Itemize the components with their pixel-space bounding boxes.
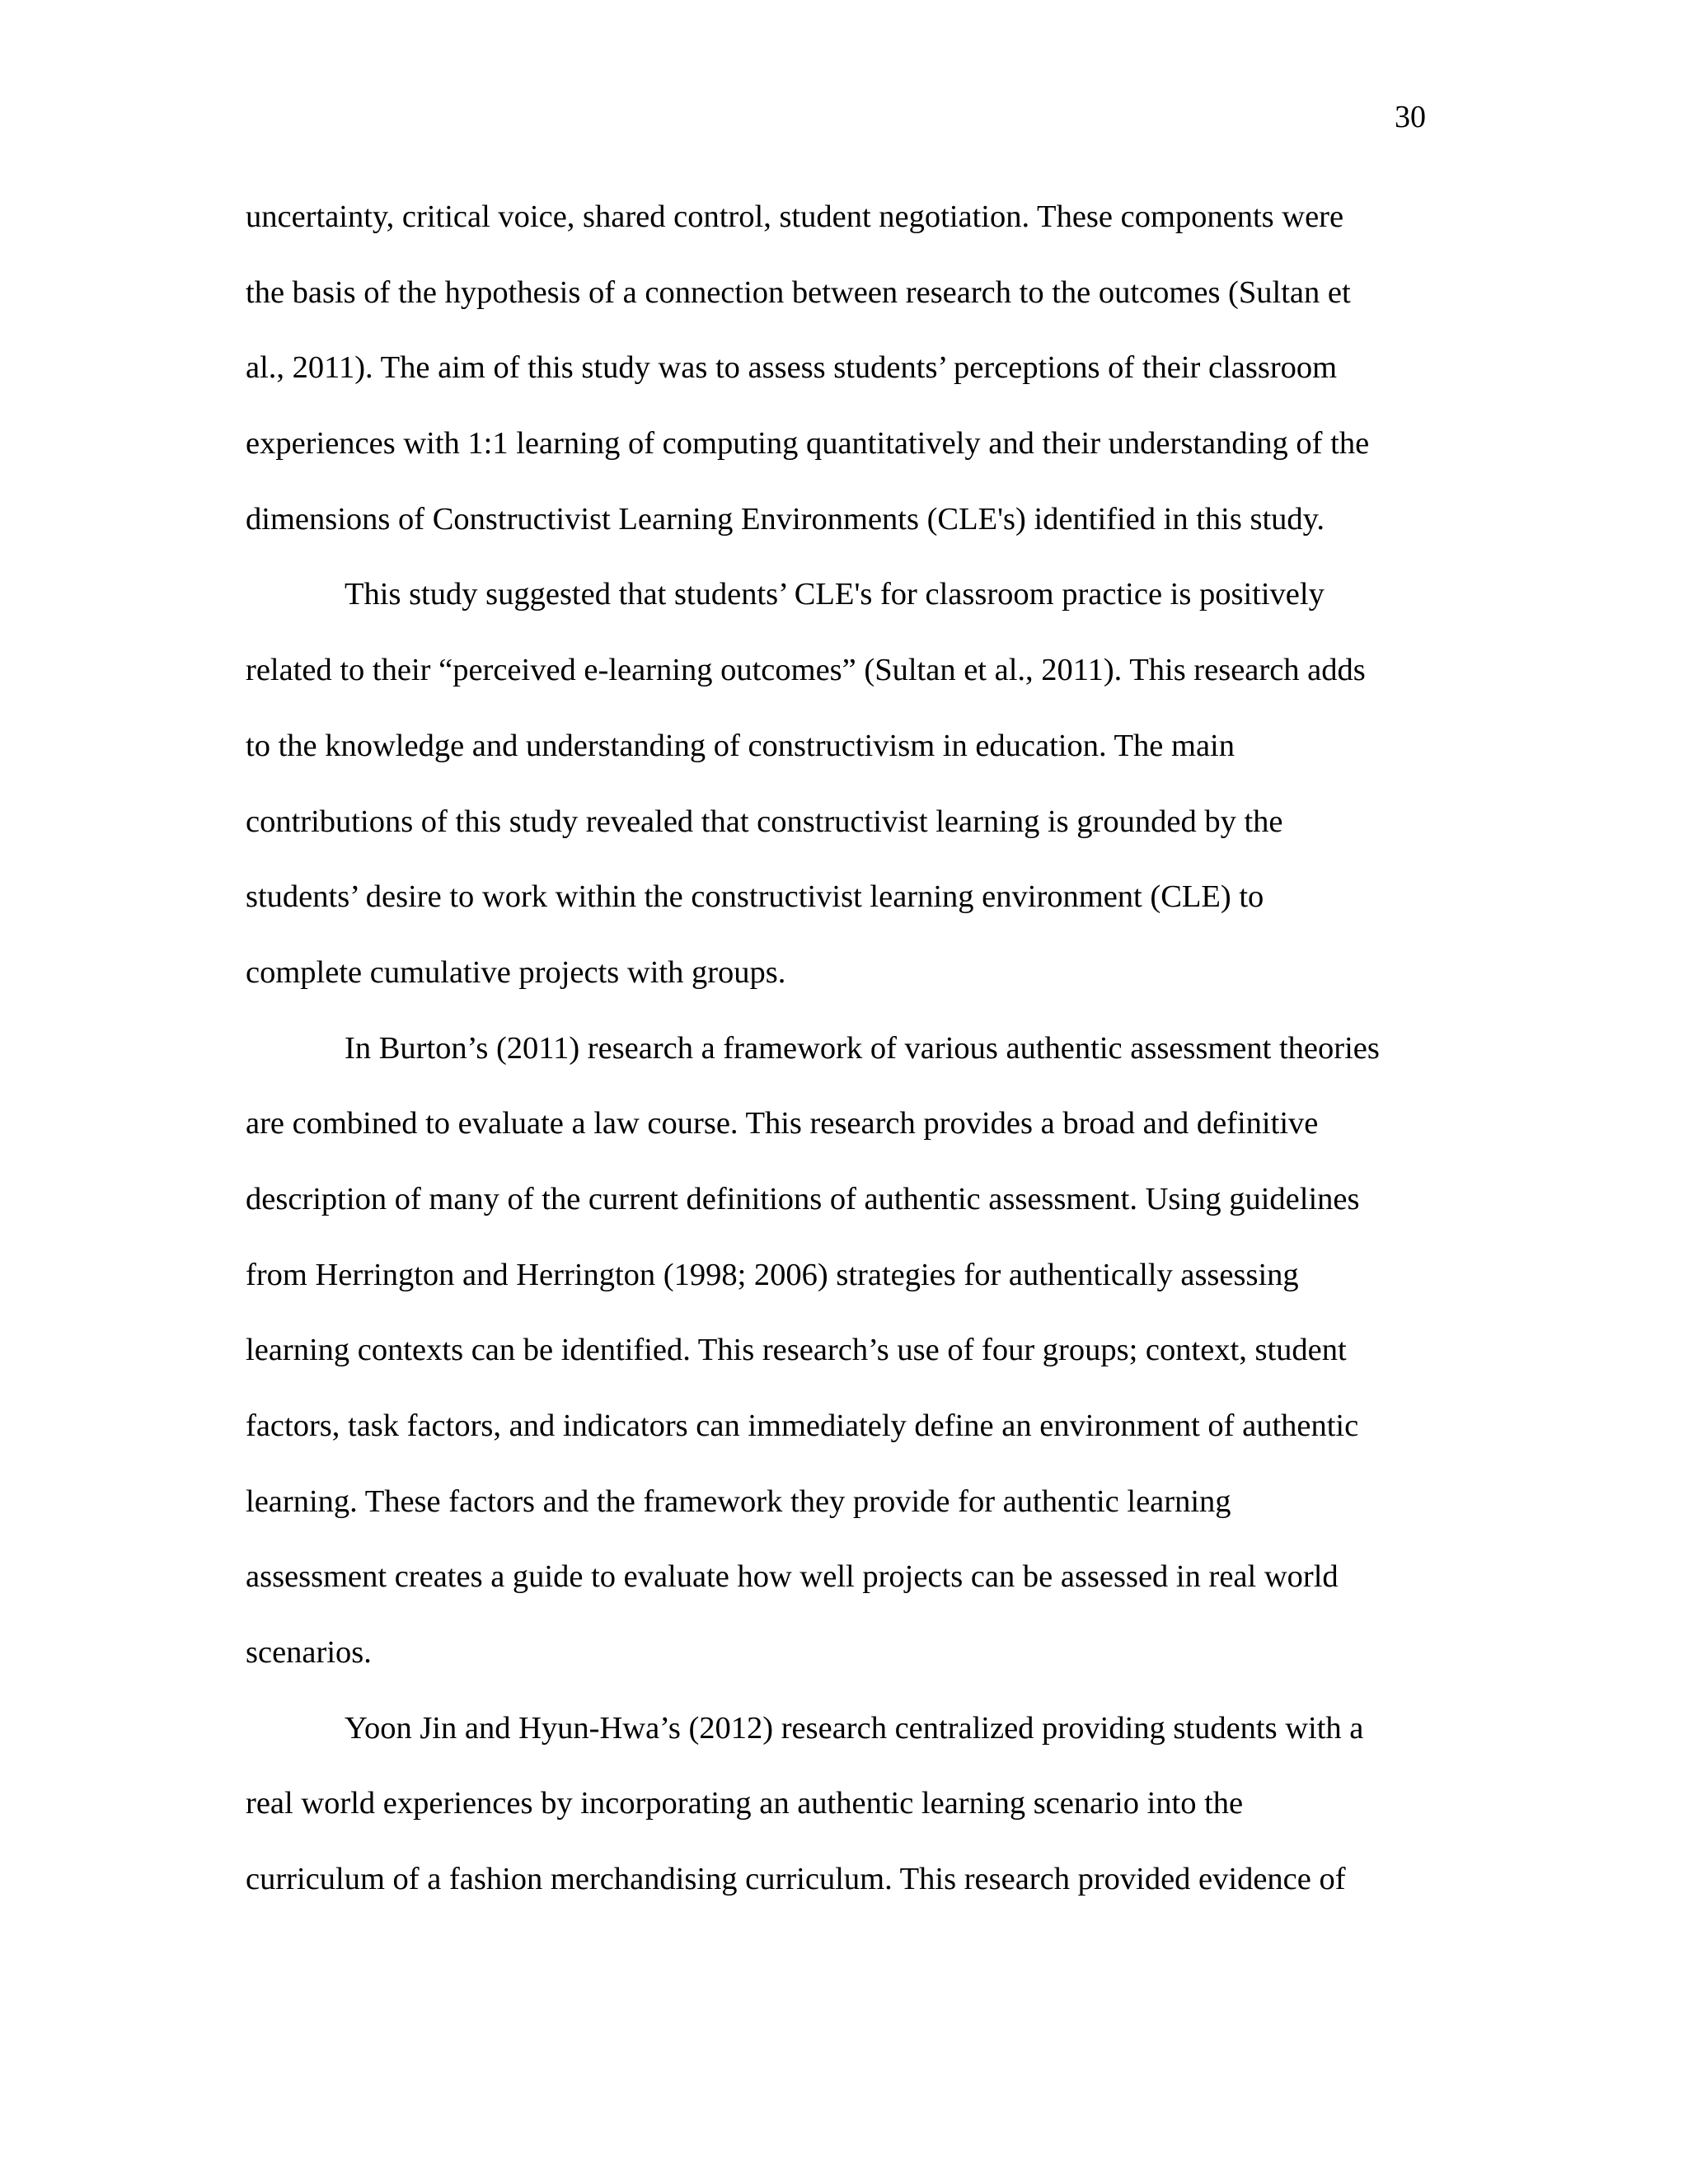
text-line: curriculum of a fashion merchandising curriculum. This research provided evidence of <box>246 1862 1346 1897</box>
text-line: This study suggested that students’ CLE's for classroom practice is positively <box>345 577 1325 612</box>
text-line: assessment creates a guide to evaluate how well projects can be assessed in real world <box>246 1559 1339 1595</box>
text-line: the basis of the hypothesis of a connection between research to the outcomes (Sultan et <box>246 274 1351 310</box>
text-line: complete cumulative projects with groups. <box>246 954 786 990</box>
text-line: Yoon Jin and Hyun-Hwa’s (2012) research centralized providing students with a <box>345 1710 1364 1746</box>
paragraph <box>246 194 1441 571</box>
text-line: learning contexts can be identified. This research’s use of four groups; context, student <box>246 1333 1347 1368</box>
text-line: students’ desire to work within the constructivist learning environment (CLE) to <box>246 879 1264 915</box>
text-line: description of many of the current definitions of authentic assessment. Using guidelines <box>246 1181 1360 1216</box>
text-line: scenarios. <box>246 1635 372 1671</box>
text-line: real world experiences by incorporating an authentic learning scenario into the <box>246 1786 1244 1821</box>
text-line: In Burton’s (2011) research a framework of various authentic assessment theories <box>345 1030 1380 1066</box>
text-line: dimensions of Constructivist Learning Environments (CLE's) identified in this study. <box>246 501 1325 537</box>
text-line: experiences with 1:1 learning of computing quantitatively and their understanding of the <box>246 426 1370 462</box>
text-line: are combined to evaluate a law course. This research provides a broad and definitive <box>246 1106 1319 1141</box>
body-text <box>246 194 1441 1932</box>
text-line: al., 2011). The aim of this study was to assess students’ perceptions of their classroom <box>246 350 1338 386</box>
paragraph <box>246 1705 1441 1932</box>
page-number: 30 <box>1395 100 1426 134</box>
text-line: factors, task factors, and indicators can immediately define an environment of authentic <box>246 1408 1359 1443</box>
text-line: related to their “perceived e-learning outcomes” (Sultan et al., 2011). This research adds <box>246 653 1366 688</box>
text-line: contributions of this study revealed that constructivist learning is grounded by the <box>246 804 1283 839</box>
paragraph <box>246 1025 1441 1705</box>
text-line: uncertainty, critical voice, shared control, student negotiation. These components were <box>246 199 1344 234</box>
paragraph <box>246 571 1441 1024</box>
text-line: from Herrington and Herrington (1998; 2006) strategies for authentically assessing <box>246 1257 1299 1292</box>
text-line: to the knowledge and understanding of constructivism in education. The main <box>246 728 1236 763</box>
text-line: learning. These factors and the framework they provide for authentic learning <box>246 1483 1231 1519</box>
